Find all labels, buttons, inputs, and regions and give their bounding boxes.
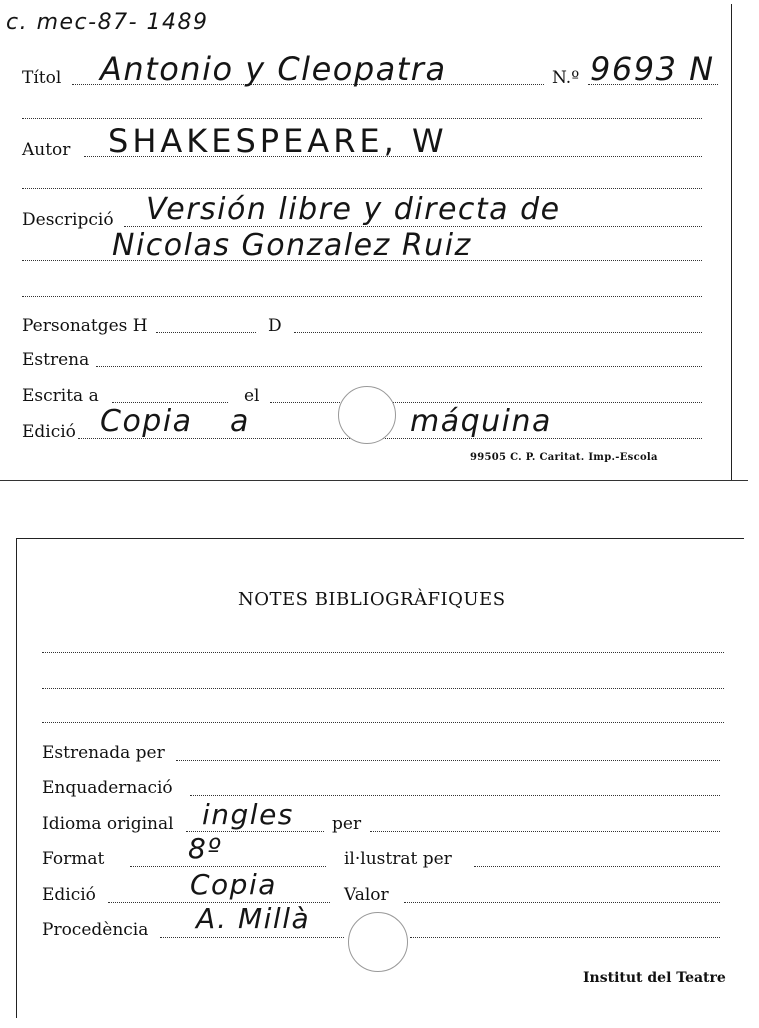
descripcio-value-2: Nicolas Gonzalez Ruiz: [112, 228, 472, 263]
escrita-label: Escrita a: [22, 386, 99, 406]
illustrat-label: il·lustrat per: [344, 849, 452, 869]
idioma-value: ingles: [202, 798, 294, 831]
autor-label: Autor: [22, 140, 71, 160]
personatges-d-line: [294, 332, 702, 333]
edicio-value-2: a: [230, 404, 250, 439]
edicio-value-3: máquina: [410, 404, 552, 439]
descripcio-line-3: [22, 296, 702, 297]
titol-label: Títol: [22, 68, 62, 88]
titol-value: Antonio y Cleopatra: [100, 50, 447, 88]
edicio-back-label: Edició: [42, 885, 96, 905]
personatges-label: Personatges H: [22, 316, 148, 336]
notes-heading: NOTES BIBLIOGRÀFIQUES: [238, 589, 506, 610]
valor-label: Valor: [344, 885, 389, 905]
personatges-d-label: D: [268, 316, 282, 336]
procedencia-label: Procedència: [42, 920, 149, 940]
edicio-back-value: Copia: [190, 868, 277, 901]
valor-line: [404, 902, 720, 903]
illustrat-line: [474, 866, 720, 867]
punch-hole-front: [338, 386, 396, 444]
procedencia-line: [160, 937, 344, 938]
format-value: 8º: [188, 832, 223, 865]
idioma-per-label: per: [332, 814, 362, 834]
estrena-line: [96, 366, 702, 367]
escrita-line: [112, 402, 228, 403]
idioma-per-line: [370, 831, 720, 832]
institution-label: Institut del Teatre: [583, 970, 726, 986]
estrenada-line: [176, 760, 720, 761]
estrena-label: Estrena: [22, 350, 90, 370]
procedencia-line-2: [410, 937, 720, 938]
notes-line-1: [42, 652, 724, 653]
number-label: N.º: [552, 68, 580, 88]
printer-note: 99505 C. P. Caritat. Imp.-Escola: [470, 452, 658, 463]
autor-line-2: [22, 188, 702, 189]
procedencia-value: A. Millà: [196, 902, 311, 935]
autor-value: SHAKESPEARE, W: [108, 122, 448, 160]
card-front-edge: [0, 480, 748, 481]
titol-line-2: [22, 118, 702, 119]
punch-hole-back: [348, 912, 408, 972]
number-value: 9693 N: [590, 50, 715, 88]
edicio-label: Edició: [22, 422, 76, 442]
archive-reference: c. mec-87- 1489: [6, 10, 209, 35]
notes-line-2: [42, 688, 724, 689]
enquadernacio-label: Enquadernació: [42, 778, 173, 798]
notes-line-3: [42, 722, 724, 723]
descripcio-value-1: Versión libre y directa de: [146, 192, 561, 227]
idioma-label: Idioma original: [42, 814, 174, 834]
edicio-value-1: Copia: [100, 404, 193, 439]
format-label: Format: [42, 849, 105, 869]
el-line: [270, 402, 702, 403]
estrenada-label: Estrenada per: [42, 743, 165, 763]
enquadernacio-line: [190, 795, 720, 796]
format-line: [130, 866, 326, 867]
personatges-h-line: [156, 332, 256, 333]
descripcio-label: Descripció: [22, 210, 114, 230]
el-label: el: [244, 386, 260, 406]
